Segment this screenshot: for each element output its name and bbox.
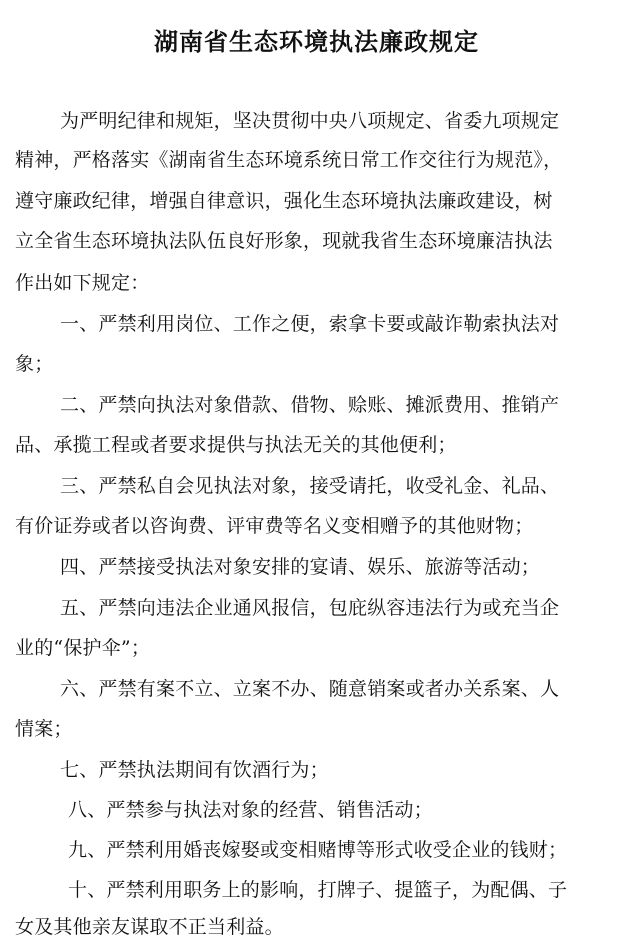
rule-line: 象；	[15, 353, 54, 375]
rule-line: 二、严禁向执法对象借款、借物、赊账、摊派费用、推销产	[60, 394, 560, 416]
rule-line: 七、严禁执法期间有饮酒行为；	[60, 759, 329, 781]
rule-line: 十、严禁利用职务上的影响，打牌子、提篮子，为配偶、子	[68, 879, 568, 901]
paragraph-line: 精神，严格落实《湖南省生态环境系统日常工作交往行为规范》，	[15, 149, 563, 171]
rule-line: 品、承揽工程或者要求提供与执法无关的其他便利；	[15, 434, 457, 456]
rule-line: 六、严禁有案不立、立案不办、随意销案或者办关系案、人	[60, 678, 560, 700]
rule-line: 三、严禁私自会见执法对象，接受请托，收受礼金、礼品、	[60, 475, 560, 497]
rule-line: 八、严禁参与执法对象的经营、销售活动；	[68, 799, 433, 821]
rule-line: 四、严禁接受执法对象安排的宴请、娱乐、旅游等活动；	[60, 556, 541, 578]
rule-line: 情案；	[15, 718, 73, 740]
paragraph-line: 立全省生态环境执法队伍良好形象，现就我省生态环境廉洁执法	[15, 230, 553, 252]
document-title: 湖南省生态环境执法廉政规定	[154, 27, 479, 56]
paragraph-line: 作出如下规定：	[15, 272, 150, 294]
rule-line: 五、严禁向违法企业通风报信，包庇纵容违法行为或充当企	[60, 597, 560, 619]
rule-line: 业的“保护伞”；	[15, 637, 151, 659]
rule-line: 九、严禁利用婚丧嫁娶或变相赌博等形式收受企业的钱财；	[68, 839, 568, 861]
paragraph-line: 为严明纪律和规矩，坚决贯彻中央八项规定、省委九项规定	[60, 110, 560, 132]
rule-line: 女及其他亲友谋取不正当利益。	[15, 916, 284, 938]
paragraph-line: 遵守廉政纪律，增强自律意识，强化生态环境执法廉政建设，树	[15, 190, 553, 212]
rule-line: 一、严禁利用岗位、工作之便，索拿卡要或敲诈勒索执法对	[60, 313, 560, 335]
rule-line: 有价证券或者以咨询费、评审费等名义变相赠予的其他财物；	[15, 515, 534, 537]
